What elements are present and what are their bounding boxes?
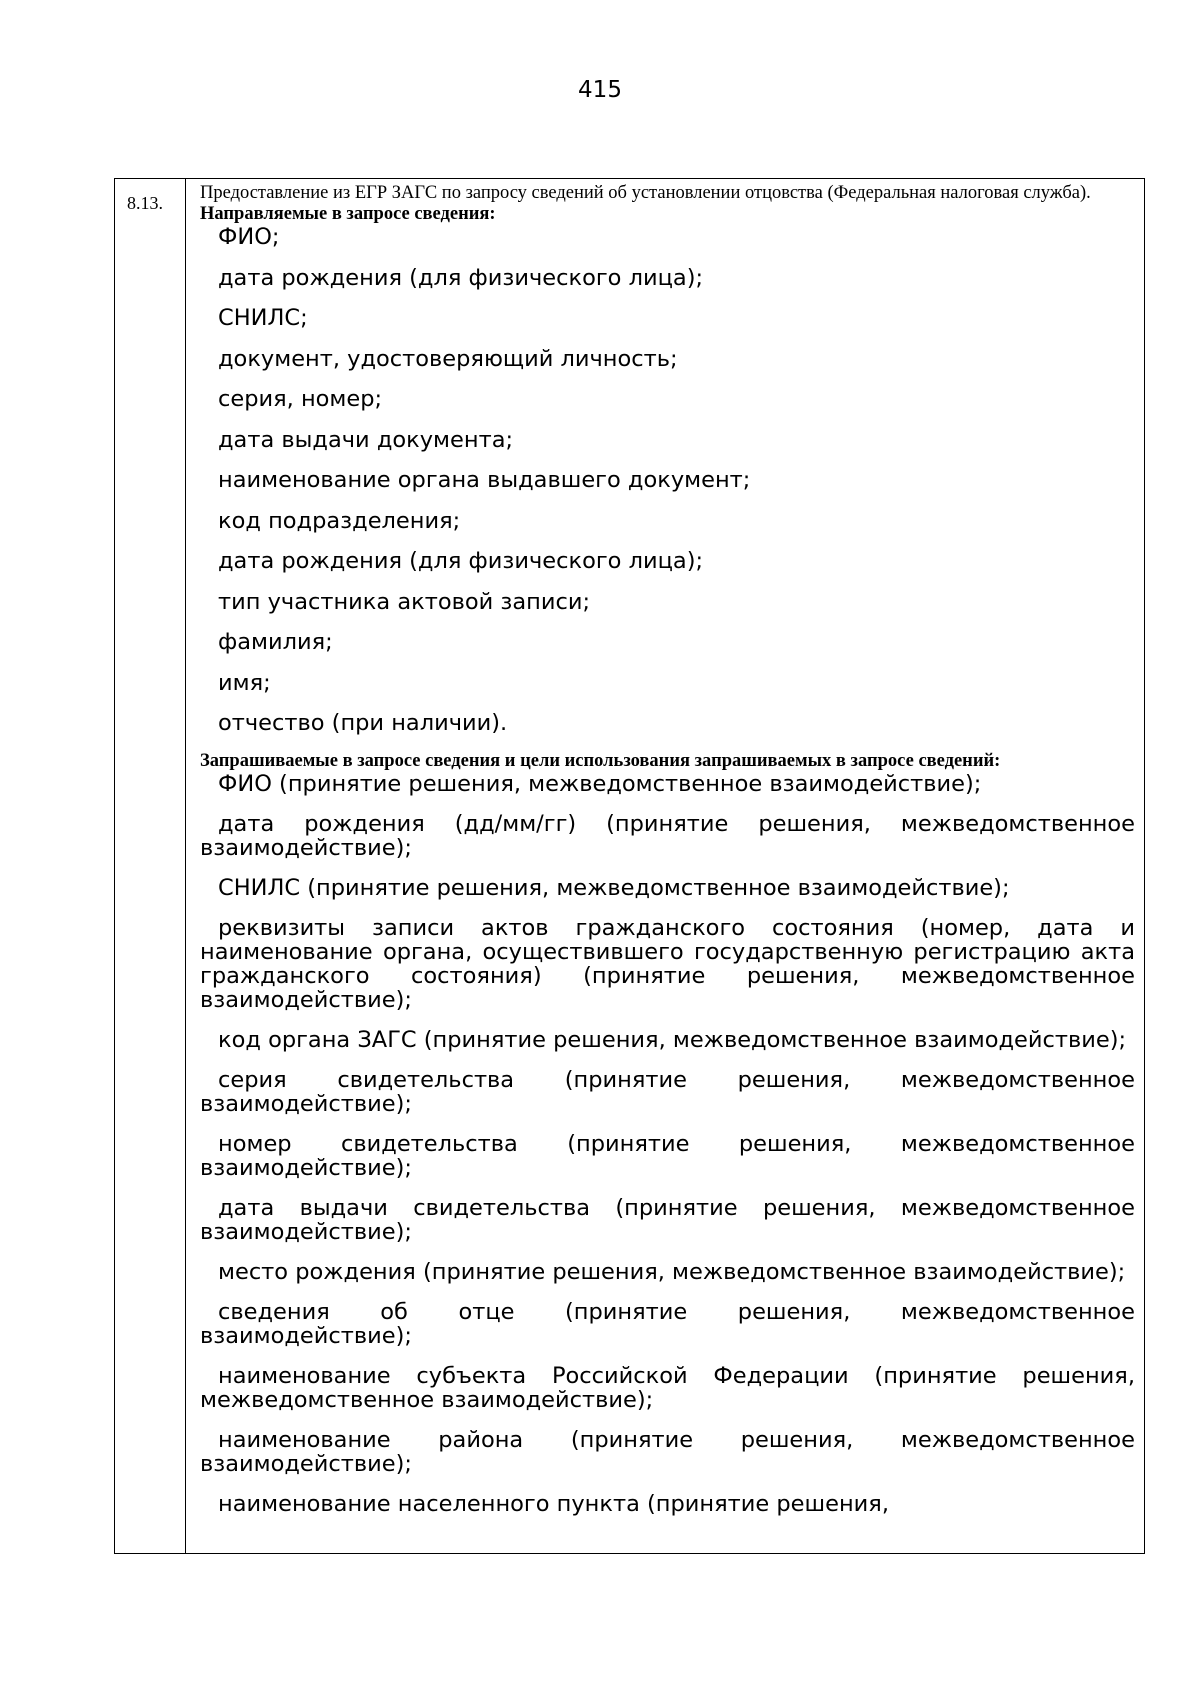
list-item: наименование района (принятие решения, межведомственное взаимодействие); xyxy=(200,1426,1135,1477)
list-item: отчество (при наличии). xyxy=(218,710,508,736)
list-item: наименование населенного пункта (принятие решения, xyxy=(218,1490,889,1517)
list-item: номер свидетельства (принятие решения, межведомственное взаимодействие); xyxy=(200,1130,1135,1181)
list-item: серия, номер; xyxy=(218,386,383,412)
sent-fields-list xyxy=(200,225,1135,735)
list-item: СНИЛС (принятие решения, межведомственное взаимодействие); xyxy=(218,874,1010,901)
list-item: дата выдачи документа; xyxy=(218,426,514,453)
sent-fields-header: Направляемые в запросе сведения: xyxy=(200,204,496,224)
list-item: дата рождения (дд/мм/гг) (принятие решения, межведомственное взаимодействие); xyxy=(200,810,1135,861)
list-item: ФИО (принятие решения, межведомственное взаимодействие); xyxy=(218,770,982,797)
list-item: фамилия; xyxy=(218,629,333,655)
list-item: дата выдачи свидетельства (принятие решения, межведомственное взаимодействие); xyxy=(200,1194,1135,1245)
list-item: документ, удостоверяющий личность; xyxy=(218,345,678,372)
page-number: 415 xyxy=(578,77,622,103)
list-item: дата рождения (для физического лица); xyxy=(218,548,704,574)
row-number: 8.13. xyxy=(127,193,163,213)
row-title: Предоставление из ЕГР ЗАГС по запросу сведений об установлении отцовства (Федеральная налоговая служба). xyxy=(200,183,1091,203)
list-item: серия свидетельства (принятие решения, межведомственное взаимодействие); xyxy=(200,1066,1135,1117)
requested-fields-header: Запрашиваемые в запросе сведения и цели использования запрашиваемых в запросе сведений: xyxy=(200,750,1001,771)
list-item: место рождения (принятие решения, межведомственное взаимодействие); xyxy=(218,1258,1126,1285)
row-number-cell xyxy=(115,179,186,1553)
requested-fields-list xyxy=(200,772,1135,1516)
document-table xyxy=(114,178,1145,1554)
list-item: код подразделения; xyxy=(218,507,461,534)
list-item: код органа ЗАГС (принятие решения, межведомственное взаимодействие); xyxy=(218,1026,1127,1053)
list-item: сведения об отце (принятие решения, межведомственное взаимодействие); xyxy=(200,1298,1135,1349)
list-item: СНИЛС; xyxy=(218,305,308,331)
list-item: реквизиты записи актов гражданского состояния (номер, дата и наименование органа, осуществившего государственную регистрацию акта гражданского состояния) (принятие решения, межведомственное взаимодействие); xyxy=(200,914,1135,1013)
list-item: наименование субъекта Российской Федерации (принятие решения, межведомственное взаимодействие); xyxy=(200,1362,1135,1413)
list-item: тип участника актовой записи; xyxy=(218,588,591,615)
list-item: наименование органа выдавшего документ; xyxy=(218,467,751,493)
list-item: дата рождения (для физического лица); xyxy=(218,264,704,291)
list-item: имя; xyxy=(218,669,271,696)
list-item: ФИО; xyxy=(218,224,280,250)
row-content-cell xyxy=(200,183,1135,1532)
